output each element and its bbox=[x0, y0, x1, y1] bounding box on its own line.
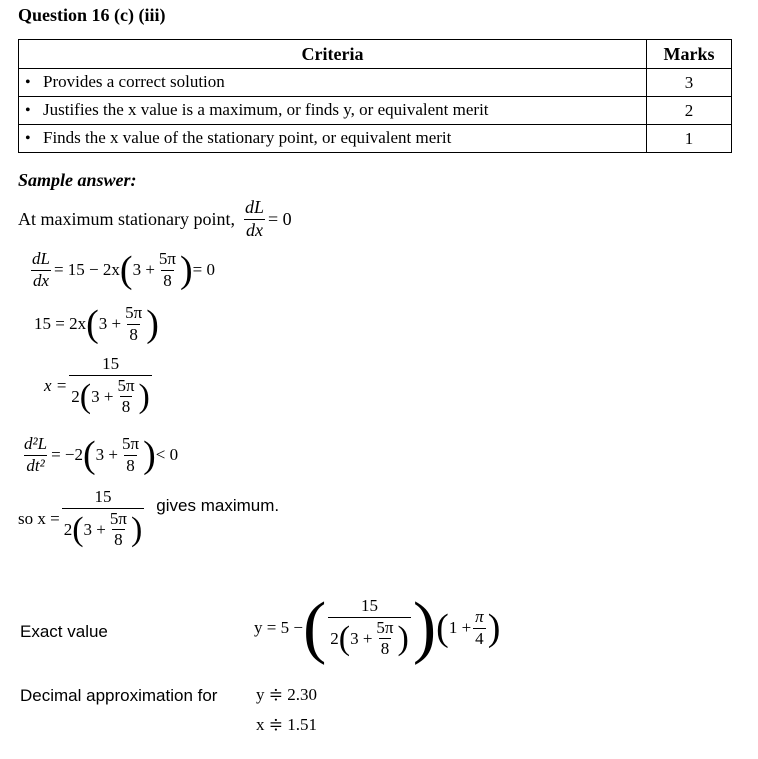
table-row bbox=[19, 97, 732, 125]
intro-line: At maximum stationary point, $\frac{dL}{dx}$ = 0 bbox=[18, 197, 292, 240]
criteria-text: Provides a correct solution bbox=[43, 72, 225, 91]
step2-equation: 15 = 2x ( 3 + $\frac{5\pi}{8}$ ) bbox=[34, 302, 159, 345]
criteria-header: Criteria bbox=[19, 40, 647, 69]
question-heading: Question 16 (c) (iii) bbox=[18, 5, 166, 25]
bullet-icon: • bbox=[25, 102, 31, 119]
sample-answer-label: Sample answer: bbox=[18, 170, 137, 190]
step1-equation: $\frac{dL}{dx}$ = 15 − 2x ( 3 + $\frac{5\pi}{8}$ ) = 0 bbox=[32, 248, 215, 291]
table-row bbox=[19, 125, 732, 153]
step3-equation: x = 15 2 ( 3 + $\frac{5\pi}{8}$ ) bbox=[44, 354, 150, 417]
marks-header: Marks bbox=[647, 40, 732, 69]
criteria-text: Finds the x value of the stationary point, or equivalent merit bbox=[43, 128, 452, 147]
dl-dx-fraction: $\frac{dL}{dx}$ bbox=[244, 197, 264, 240]
second-derivative: $\frac{\text{d²L}}{\text{dt²}}$ = −2 ( 3 + $\frac{5\pi}{8}$ ) < 0 bbox=[24, 433, 179, 476]
marks-value: 3 bbox=[647, 69, 732, 97]
marks-value: 2 bbox=[647, 97, 732, 125]
bullet-icon: • bbox=[25, 74, 31, 91]
criteria-table bbox=[18, 39, 732, 153]
bullet-icon: • bbox=[25, 130, 31, 147]
table-row bbox=[19, 69, 732, 97]
marks-value: 1 bbox=[647, 125, 732, 153]
exact-value-label: Exact value bbox=[20, 622, 108, 641]
decimal-label: Decimal approximation for bbox=[20, 686, 218, 705]
table-header-row bbox=[19, 40, 732, 69]
criteria-text: Justifies the x value is a maximum, or finds y, or equivalent merit bbox=[43, 100, 489, 119]
y-approx: y ≑ 2.30 bbox=[256, 685, 317, 704]
conclusion-line: so x = 15 2 ( 3 + $\frac{5\pi}{8}$ ) gives maximum. bbox=[18, 487, 280, 550]
intro-text: At maximum stationary point, bbox=[18, 208, 235, 229]
exact-value-equation: y = 5 − ( 15 2 ( 3 + $\frac{5\pi}{8}$ ) ) ( 1 + $\frac{\pi}{4}$ ) bbox=[254, 589, 501, 666]
x-approx: x ≑ 1.51 bbox=[256, 715, 317, 734]
